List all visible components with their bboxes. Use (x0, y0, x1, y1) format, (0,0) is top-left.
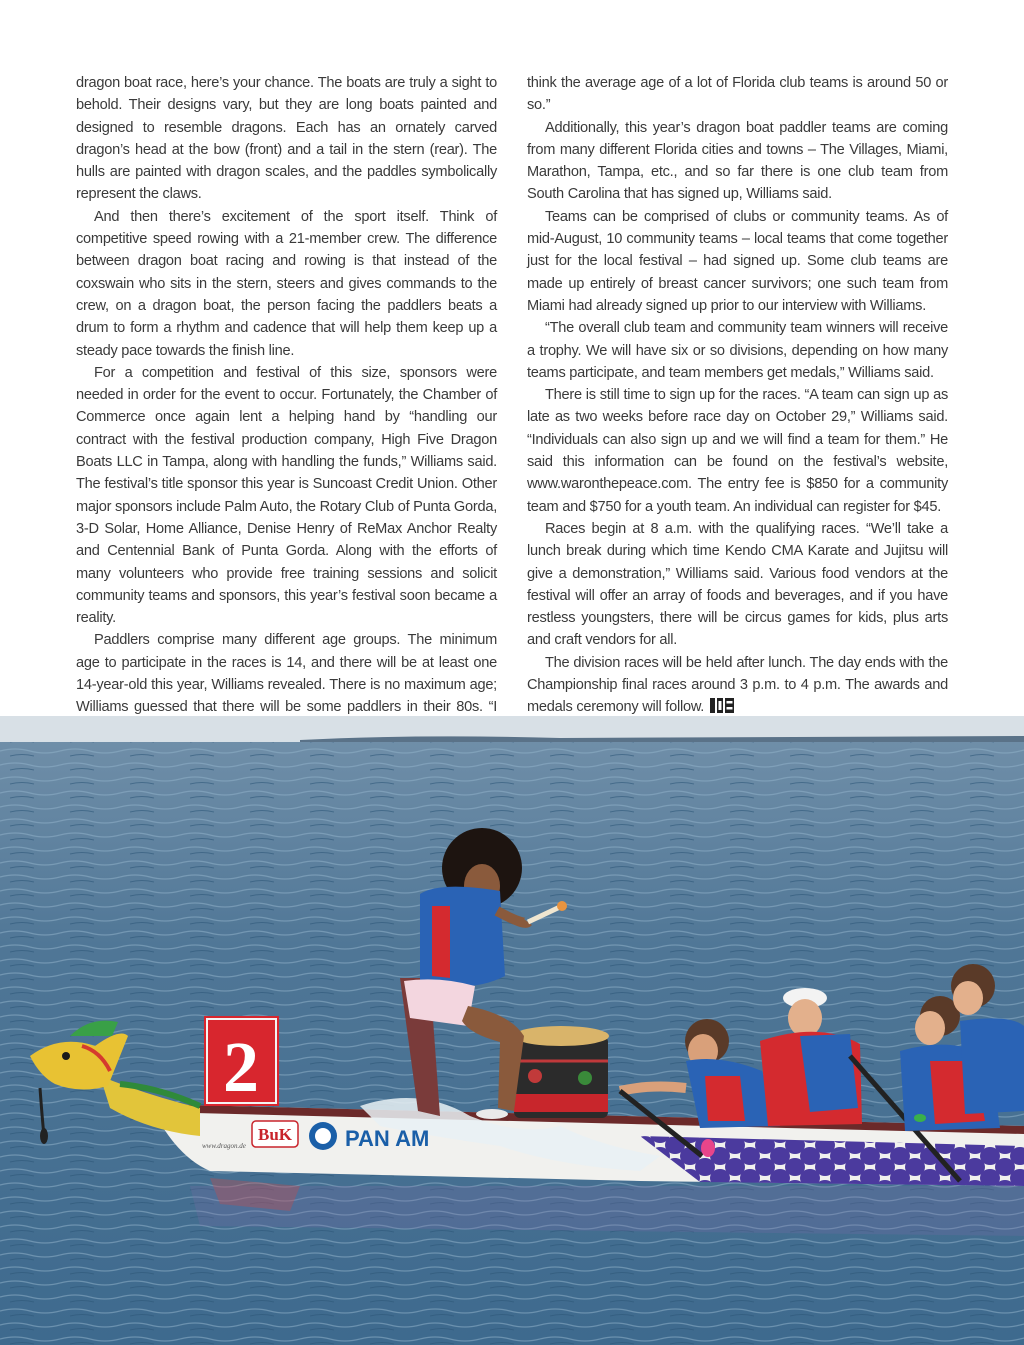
dragon-boat-photo (0, 716, 1024, 1345)
sponsor-logo-panam: PAN AM (345, 1126, 430, 1151)
paragraph: dragon boat race, here’s your chance. The boats are truly a sight to behold. Their designs vary, but they are long boats painted and designed to resemble dragons. Each has an ornately carved dragon’s head at the bow (front) and a tail in the stern (rear). The hulls are painted with dragon scales, and the paddles symbolically represent the claws. (76, 75, 497, 203)
boat-number-board (204, 1016, 279, 1107)
paragraph: “The overall club team and community team winners will receive a trophy. We will have six or so divisions, depending on how many teams participate, and team members get medals,” Williams said. (527, 320, 948, 381)
paragraph-last-text: The division races will be held after lunch. The day ends with the Championship final races around 3 p.m. to 4 p.m. The awards and medals ceremony will follow. (527, 654, 948, 716)
paragraph: There is still time to sign up for the races. “A team can sign up as late as two weeks before race day on October 29,” Williams said. “Individuals can also sign up and we will find a team for them.” He said this information can be found on the festival’s website, www.waronthepeace.com. The entry fee is $850 for a community team and $750 for a youth team. An individual can register for $45. (527, 387, 948, 515)
paragraph: Races begin at 8 a.m. with the qualifying races. “We’ll take a lunch break during which time Kendo CMA Karate and Jujitsu will give a demonstration,” Williams said. Various food vendors at the festival will offer an array of foods and beverages, and if you have restless youngsters, there will be circus games for kids, plus arts and craft vendors for all. (527, 520, 948, 649)
sponsor-logo-buk: BuK (257, 1125, 293, 1144)
paragraph: Additionally, this year’s dragon boat paddler teams are coming from many different Florida cities and towns – The Villages, Miami, Marathon, Tampa, etc., and so far there is one club team from South Carolina that has signed up, Williams said. (527, 119, 948, 203)
paragraph: think the average age of a lot of Florida club teams is around 50 or so.” (527, 75, 948, 114)
right-column (527, 72, 948, 716)
end-of-article-icon (710, 698, 734, 713)
article-columns (76, 72, 948, 716)
hull-small-print: www.dragon.de (202, 1142, 246, 1150)
drum (513, 1026, 609, 1118)
photo-illustration (0, 716, 1024, 1345)
paragraph: Paddlers comprise many different age groups. The minimum age to participate in the races is 14, and there will be at least one 14-year-old this year, Williams revealed. There is no maximum age; Williams guessed that there will be some paddlers in their 80s. “I (76, 632, 497, 716)
paragraph-last (527, 652, 948, 719)
paragraph: For a competition and festival of this size, sponsors were needed in order for the event to occur. Fortunately, the Chamber of Commerce once again lent a helping hand by “handling our contract with the festival production company, High Five Dragon Boats LLC in Tampa, along with handling the funds,” Williams said. The festival’s title sponsor this year is Suncoast Credit Union. Other major sponsors include Palm Auto, the Rotary Club of Punta Gorda, 3-D Solar, Home Alliance, Denise Henry of ReMax Anchor Realty and Centennial Bank of Punta Gorda. Along with the efforts of many volunteers who provide free training sessions and solicit community teams and sponsors, this year’s festival soon became a reality. (76, 364, 497, 627)
left-column (76, 72, 497, 716)
paragraph: And then there’s excitement of the sport itself. Think of competitive speed rowing with a 21-member crew. The difference between dragon boat racing and rowing is that instead of the coxswain who sits in the stern, steers and gives commands to the crew, on a dragon boat, the person facing the paddlers beats a drum to form a rhythm and cadence that will help them keep up a steady pace towards the finish line. (76, 208, 497, 359)
paragraph: Teams can be comprised of clubs or community teams. As of mid-August, 10 community teams – local teams that come together just for the local festival – had signed up. Some club teams are made up entirely of breast cancer survivors; one such team from Miami had already signed up prior to our interview with Williams. (527, 208, 948, 314)
boat-number: 2 (223, 1027, 259, 1107)
